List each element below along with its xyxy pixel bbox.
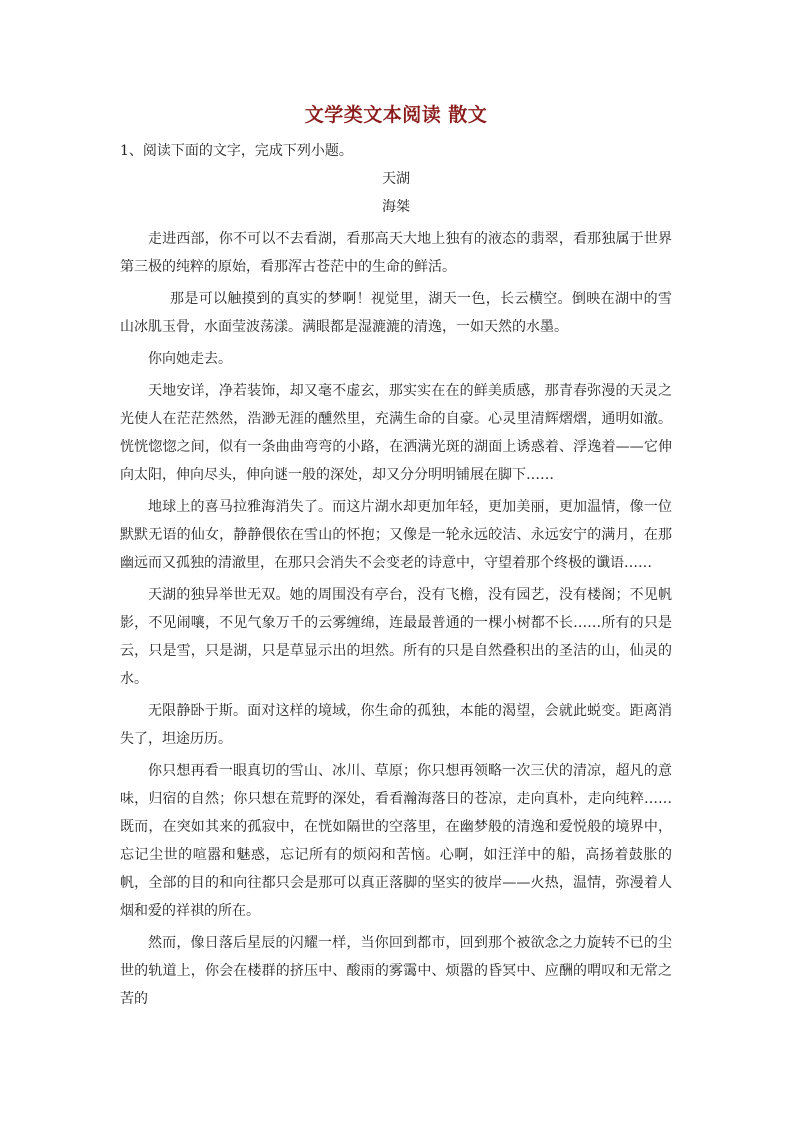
paragraph-2: 那是可以触摸到的真实的梦啊！视觉里，湖天一色，长云横空。倒映在湖中的雪山冰肌玉骨，水面莹波荡漾。满眼都是湿漉漉的清逸，一如天然的水墨。 — [120, 291, 672, 335]
paragraph-1: 走进西部，你不可以不去看湖，看那高天大地上独有的液态的翡翠，看那独属于世界第三极的纯粹的原始，看那浑古苍茫中的生命的鲜活。 — [120, 231, 672, 275]
document-title: 文学类文本阅读 散文 — [304, 104, 488, 126]
paragraph-3: 你向她走去。 — [148, 351, 232, 367]
paragraph-6: 天湖的独异举世无双。她的周围没有亭台，没有飞檐，没有园艺，没有楼阁；不见帆影，不见闹嚷，不见气象万千的云雾缠绵，连最最普通的一棵小树都不长……所有的只是云，只是雪，只是湖，只是草显示出的坦然。所有的只是自然叠积出的圣洁的山，仙灵的水。 — [120, 587, 672, 687]
question-prompt: 1、阅读下面的文字，完成下列小题。 — [120, 143, 353, 159]
essay-author: 海桀 — [382, 199, 410, 215]
paragraph-8: 你只想再看一眼真切的雪山、冰川、草原；你只想再领略一次三伏的清凉，超凡的意味，归宿的自然；你只想在荒野的深处，看看瀚海落日的苍凉，走向真朴，走向纯粹……既而，在突如其来的孤寂中，在恍如隔世的空落里，在幽梦般的清逸和爱悦般的境界中，忘记尘世的喧嚣和魅惑，忘记所有的烦闷和苦恼。心啊，如汪洋中的船，高扬着鼓胀的帆，全部的目的和向往都只会是那可以真正落脚的坚实的彼岸——火热，温情，弥漫着人烟和爱的祥祺的所在。 — [120, 763, 672, 919]
paragraph-4: 天地安详，净若装饰，却又毫不虚玄，那实实在在的鲜美质感，那青春弥漫的天灵之光使人在茫茫然然，浩渺无涯的醺然里，充满生命的自豪。心灵里清辉熠熠，通明如澈。恍恍惚惚之间，似有一条曲曲弯弯的小路，在洒满光斑的湖面上诱惑着、浮逸着——它伸向太阳，伸向尽头，伸向谜一般的深处，却又分分明明铺展在脚下…… — [120, 383, 672, 483]
paragraph-7: 无限静卧于斯。面对这样的境域，你生命的孤独，本能的渴望，会就此蜕变。距离消失了，坦途历历。 — [120, 703, 672, 747]
paragraph-9: 然而，像日落后星辰的闪耀一样，当你回到都市，回到那个被欲念之力旋转不已的尘世的轨道上，你会在楼群的挤压中、酸雨的雾霭中、烦嚣的昏冥中、应酬的喟叹和无常之苦的 — [120, 935, 672, 1007]
document-page — [120, 100, 672, 1017]
essay-title: 天湖 — [382, 171, 410, 187]
paragraph-5: 地球上的喜马拉雅海消失了。而这片湖水却更加年轻，更加美丽，更加温情，像一位默默无语的仙女，静静偎依在雪山的怀抱；又像是一轮永远皎洁、永远安宁的满月，在那幽远而又孤独的清澈里，在那只会消失不会变老的诗意中，守望着那个终极的谶语…… — [120, 499, 672, 571]
